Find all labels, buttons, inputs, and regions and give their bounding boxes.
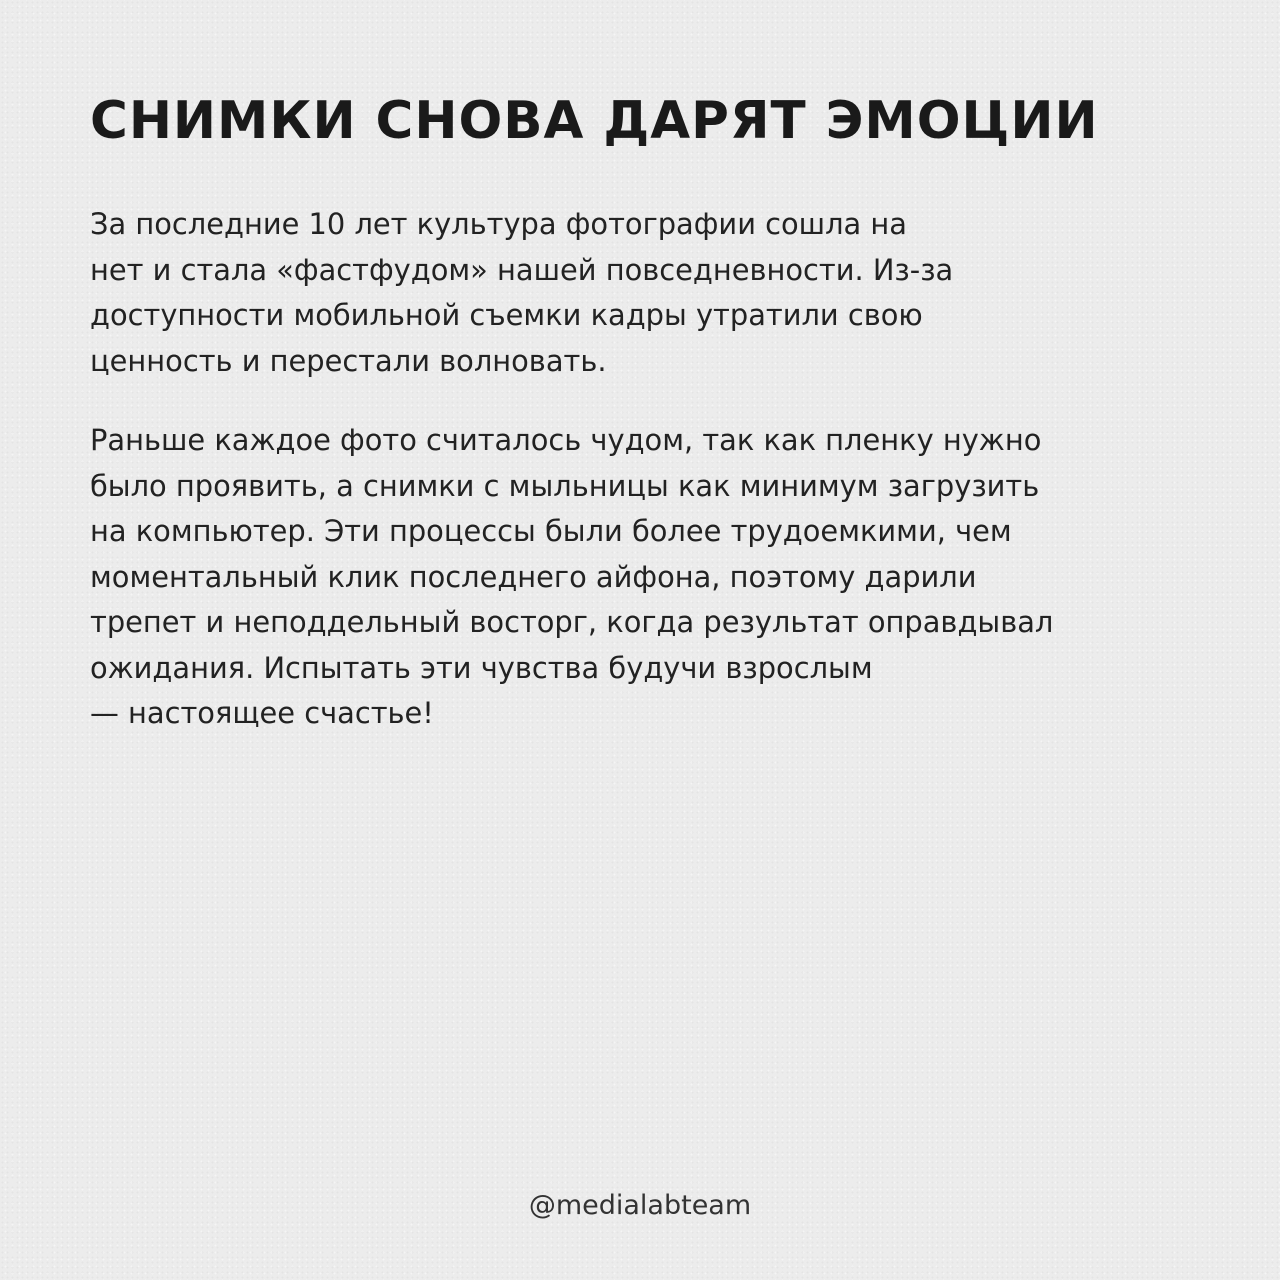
account-handle[interactable]: @medialabteam: [528, 1190, 752, 1221]
paragraph-1-line: ценность и перестали волновать.: [90, 343, 607, 378]
paragraph-1-line: доступности мобильной съемки кадры утратили свою: [90, 298, 923, 332]
paragraph-2-line: трепет и неподдельный восторг, когда результат оправдывал: [90, 605, 1054, 639]
paragraph-1-line: За последние 10 лет культура фотографии сошла на: [90, 207, 907, 241]
paragraph-2-line: моментальный клик последнего айфона, поэтому дарили: [90, 559, 977, 594]
paragraph-1-line: нет и стала «фастфудом» нашей повседневности. Из-за: [90, 252, 954, 287]
paragraph-2-line: — настоящее счастье!: [90, 696, 434, 730]
paragraph-2-line: было проявить, а снимки с мыльницы как минимум загрузить: [90, 468, 1040, 503]
post-title: СНИМКИ СНОВА ДАРЯТ ЭМОЦИИ: [90, 91, 1099, 151]
paragraph-1: [90, 202, 1200, 384]
paragraph-2-line: ожидания. Испытать эти чувства будучи взрослым: [90, 650, 873, 685]
paragraph-2: [90, 418, 1200, 737]
paragraph-2-line: Раньше каждое фото считалось чудом, так как пленку нужно: [90, 423, 1042, 457]
paragraph-2-line: на компьютер. Эти процессы были более трудоемкими, чем: [90, 514, 1012, 548]
